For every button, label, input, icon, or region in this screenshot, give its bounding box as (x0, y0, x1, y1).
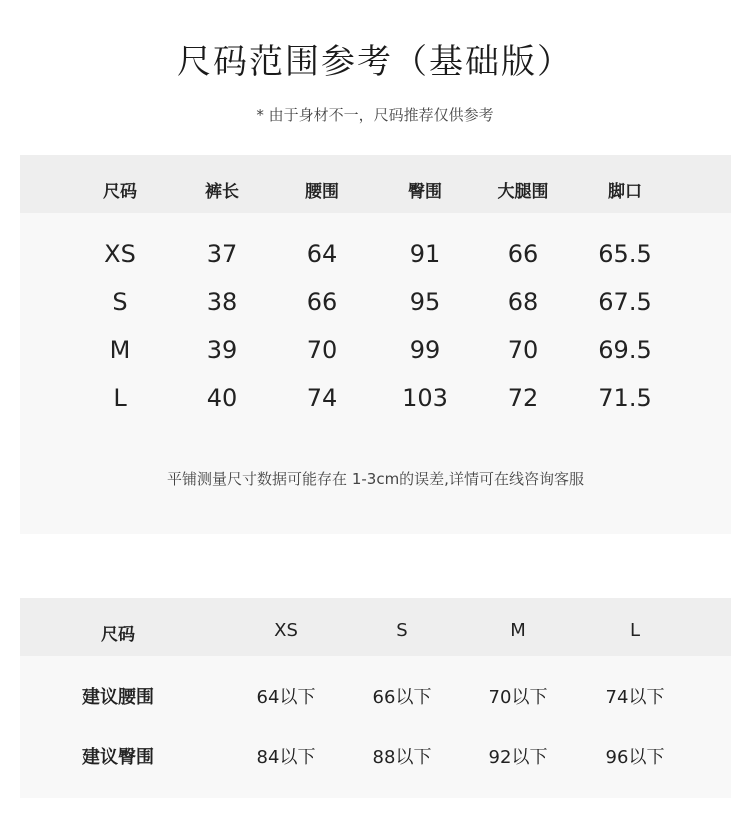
table-cell: 40 (206, 384, 238, 412)
header-length: 裤长 (205, 182, 239, 202)
table-cell: XS (104, 240, 136, 268)
header-thigh: 大腿围 (497, 182, 549, 202)
measurement-note: 平铺测量尺寸数据可能存在 1-3cm的误差,详情可在线咨询客服 (167, 470, 584, 488)
table-cell: 95 (409, 288, 441, 316)
table-cell: 64以下 (256, 687, 316, 708)
table-cell: 66 (507, 240, 539, 268)
table-cell: M (109, 336, 131, 364)
table-cell: 88以下 (372, 747, 432, 768)
table-cell: 37 (206, 240, 238, 268)
header-waist: 腰围 (305, 182, 339, 202)
recommend-table (20, 598, 731, 798)
table-cell: S (112, 288, 128, 316)
table-cell: 96以下 (605, 747, 665, 768)
recommend-table-header (20, 598, 731, 656)
table-cell: 39 (206, 336, 238, 364)
page-title: 尺码范围参考（基础版） (177, 42, 573, 82)
table-cell: L (113, 384, 127, 412)
table-cell: 70以下 (488, 687, 548, 708)
header-size: 尺码 (103, 182, 137, 202)
table-cell: 103 (402, 384, 448, 412)
size-table (20, 155, 731, 534)
table-cell: 69.5 (598, 336, 652, 364)
header-l: L (629, 620, 641, 641)
table-cell: 74 (306, 384, 338, 412)
table-cell: 67.5 (598, 288, 652, 316)
table-cell: 91 (409, 240, 441, 268)
table-cell: 66 (306, 288, 338, 316)
table-cell: 38 (206, 288, 238, 316)
table-cell: 68 (507, 288, 539, 316)
row-label-waist: 建议腰围 (82, 687, 154, 708)
table-cell: 72 (507, 384, 539, 412)
table-cell: 71.5 (598, 384, 652, 412)
header-size: 尺码 (101, 625, 135, 645)
table-cell: 74以下 (605, 687, 665, 708)
header-s: S (396, 620, 408, 641)
table-cell: 70 (507, 336, 539, 364)
table-cell: 66以下 (372, 687, 432, 708)
page-subtitle: * 由于身材不一，尺码推荐仅供参考 (256, 106, 494, 124)
table-cell: 84以下 (256, 747, 316, 768)
header-m: M (510, 620, 526, 641)
row-label-hip: 建议臀围 (82, 747, 154, 768)
table-cell: 92以下 (488, 747, 548, 768)
header-hem: 脚口 (608, 182, 642, 202)
size-table-header (20, 155, 731, 213)
header-xs: XS (274, 620, 298, 641)
header-hip: 臀围 (408, 182, 442, 202)
table-cell: 99 (409, 336, 441, 364)
table-cell: 65.5 (598, 240, 652, 268)
table-cell: 64 (306, 240, 338, 268)
table-cell: 70 (306, 336, 338, 364)
